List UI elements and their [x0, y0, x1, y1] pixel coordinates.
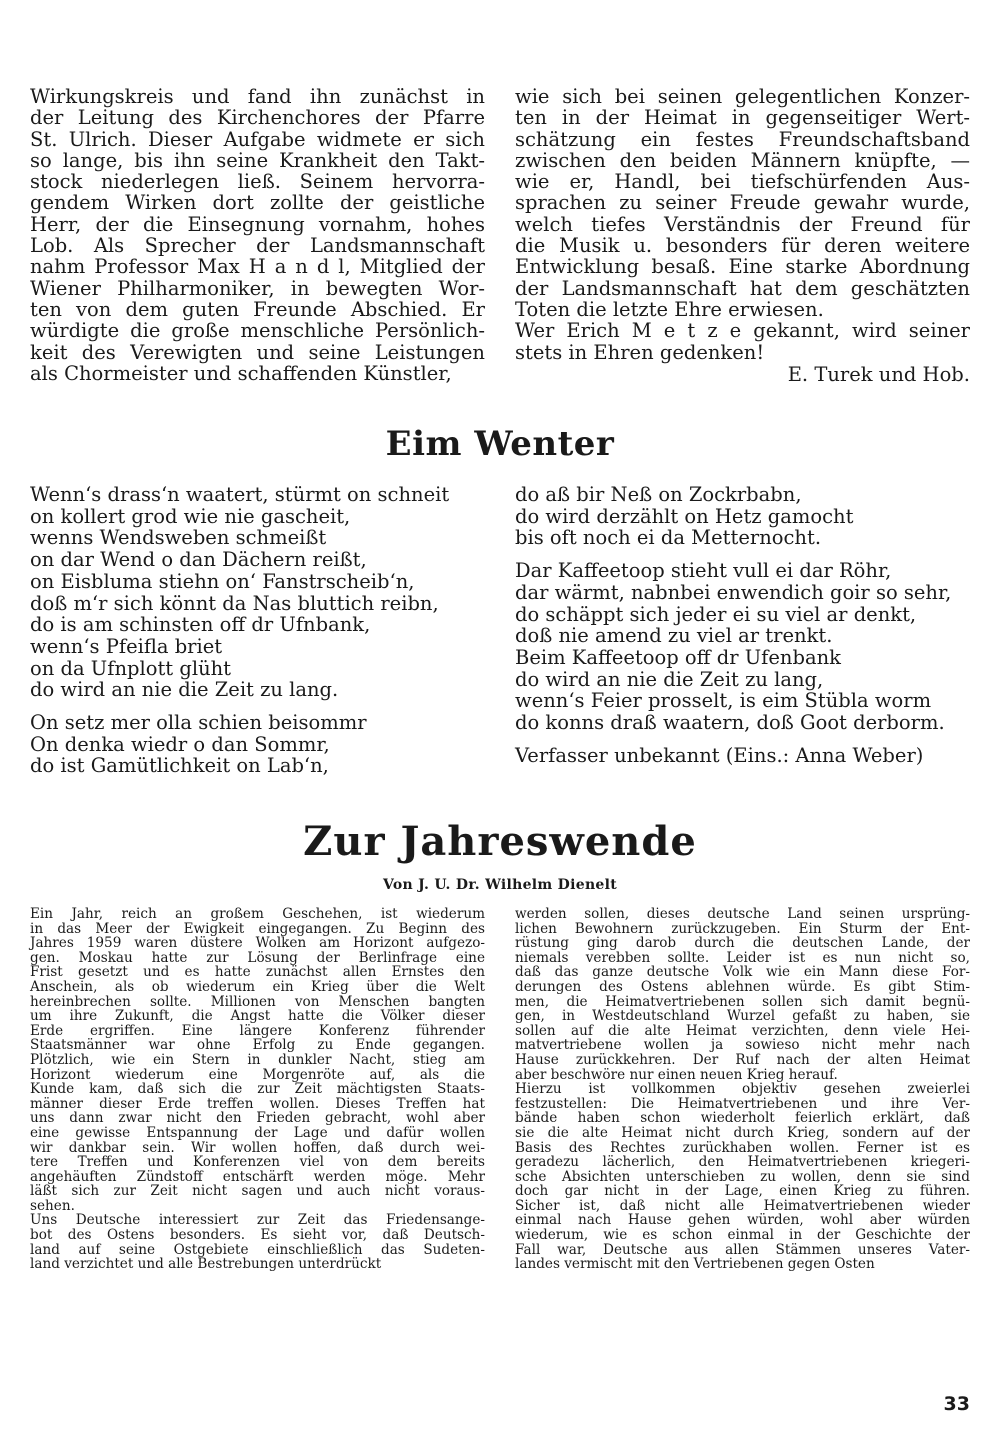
article-line: Horizont wiederum eine Morgenröte auf, als die	[30, 1066, 485, 1083]
poem-line: do wird derzählt on Hetz gamocht	[515, 504, 854, 528]
obituary-line: schätzung ein festes Freundschaftsband	[515, 127, 970, 151]
article-line: Fall war, Deutsche aus allen Stämmen unseres Vater-	[515, 1241, 970, 1258]
obituary-line: sprachen zu seiner Freude gewahr wurde,	[515, 191, 970, 215]
article-line: derungen des Ostens ablehnen würde. Es gibt Stim-	[515, 978, 970, 995]
article-byline: Von J. U. Dr. Wilhelm Dienelt	[382, 877, 618, 893]
obituary-line: zwischen den beiden Männern knüpfte, —	[515, 148, 970, 172]
obituary-signature: E. Turek und Hob.	[787, 362, 970, 386]
poem-line: do wird an nie die Zeit zu lang.	[30, 678, 339, 702]
article-line: hereinbrechen sollte. Millionen von Menschen bangten	[30, 993, 485, 1010]
poem-line: on Eisbluma stiehn on‘ Fanstrscheib‘n,	[30, 569, 415, 593]
article-line: werden sollen, dieses deutsche Land seinen ursprüng-	[515, 906, 970, 922]
obituary-line: die Musik u. besonders für deren weitere	[515, 234, 970, 258]
article-line: Hause zurückkehren. Der Ruf nach der alten Heimat	[515, 1051, 970, 1068]
poem-line: wenn‘s Feier prosselt, is eim Stübla worm	[515, 689, 932, 713]
obituary-line: so lange, bis ihn seine Krankheit den Takt-	[30, 148, 485, 172]
obituary-line: als Chormeister und schaffenden Künstler,	[30, 361, 452, 385]
article-line: land auf seine Ostgebiete einschließlich das Sudeten-	[30, 1241, 485, 1258]
poem-line: do is am schinsten off dr Ufnbank,	[30, 613, 371, 637]
page-number: 33	[943, 1393, 970, 1415]
article-line: Basis des Rechtes zurückhaben wollen. Ferner ist es	[515, 1139, 970, 1156]
poem-line: do schäppt sich jeder ei su viel ar denkt,	[515, 602, 917, 626]
article-line: niemals verebben sollte. Leider ist es nun nicht so,	[515, 949, 970, 966]
article-line: Erde ergriffen. Eine längere Konferenz führender	[30, 1022, 485, 1039]
article-line: men, die Heimatvertriebenen sollen sich damit begnü-	[515, 993, 970, 1010]
obituary-line: Wer Erich M e t z e gekannt, wird seiner	[515, 319, 970, 343]
poem-line: bis oft noch ei da Metternocht.	[515, 526, 822, 550]
article-line: festzustellen: Die Heimatvertriebenen und ihre Ver-	[515, 1095, 970, 1112]
obituary-line: keit des Verewigten und seine Leistungen	[30, 340, 485, 364]
poem-title: Eim Wenter	[385, 424, 615, 464]
article-line: gen. Moskau hatte zur Lösung der Berlinfrage eine	[30, 949, 485, 966]
obituary-line: würdigte die große menschliche Persönlich-	[30, 319, 485, 343]
poem-left-column	[30, 484, 500, 777]
obituary-right-column	[515, 86, 970, 385]
article-line: wiederum, wie es schon einmal in der Geschichte der	[515, 1227, 970, 1244]
poem-right-column	[515, 484, 975, 766]
poem-line: doß nie amend zu viel ar trenkt.	[515, 624, 833, 648]
article-line: rüstung ging darob durch die deutschen Lande, der	[515, 935, 970, 952]
poem-line: Dar Kaffeetoop stieht vull ei dar Röhr,	[515, 559, 892, 583]
poem-line: do konns draß waatern, doß Goot derborm.	[515, 711, 945, 735]
article-line: lichen Bewohnern zurückzugeben. Ein Sturm der Ent-	[515, 920, 970, 937]
poem-line: doß m‘r sich könnt da Nas bluttich reibn,	[30, 591, 439, 615]
poem-line: on da Ufnplott glüht	[30, 656, 232, 680]
article-line: aber beschwöre nur einen neuen Krieg herauf.	[515, 1066, 838, 1083]
obituary-line: nahm Professor Max H a n d l, Mitglied der	[30, 255, 485, 279]
article-line: Frist gesetzt und es hatte zunächst allen Ernstes den	[30, 964, 485, 981]
article-line: matvertriebene wollen ja sowieso nicht mehr nach	[515, 1037, 970, 1054]
article-line: bot des Ostens besonders. Es sieht vor, daß Deutsch-	[30, 1227, 485, 1244]
article-line: land verzichtet und alle Bestrebungen unterdrückt	[30, 1256, 382, 1273]
article-title: Zur Jahreswende	[303, 818, 697, 865]
obituary-line: ten in der Heimat in gegenseitiger Wert-	[515, 106, 970, 130]
obituary-line: Wiener Philharmoniker, in bewegten Wor-	[30, 276, 485, 300]
article-line: angehäuften Zündstoff entschärft werden möge. Mehr	[30, 1168, 485, 1185]
article-line: Sicher ist, daß nicht alle Heimatvertriebenen wieder	[515, 1197, 970, 1214]
poem-author: Verfasser unbekannt (Eins.: Anna Weber)	[515, 743, 924, 767]
article-line: gen, in Westdeutschland Wurzel gefaßt zu haben, sie	[515, 1008, 970, 1025]
obituary-line: St. Ulrich. Dieser Aufgabe widmete er sich	[30, 127, 485, 151]
article-line: um ihre Zukunft, die Angst hatte die Völker dieser	[30, 1008, 485, 1025]
poem-line: wenns Wendsweben schmeißt	[30, 526, 327, 550]
poem-line: On denka wiedr o dan Sommr,	[30, 732, 330, 756]
article-line: einmal nach Hause gehen würden, wohl aber würden	[515, 1212, 970, 1229]
article-line: wir dankbar sein. Wir wollen hoffen, daß durch wei-	[30, 1139, 485, 1156]
article-line: daß das ganze deutsche Volk wie ein Mann diese For-	[515, 964, 970, 981]
obituary-line: Lob. Als Sprecher der Landsmannschaft	[30, 234, 485, 258]
obituary-left-column	[30, 86, 485, 384]
poem-line: dar wärmt, nabnbei enwendich goir so sehr,	[515, 580, 952, 604]
article-line: landes vermischt mit den Vertriebenen gegen Osten	[515, 1256, 875, 1273]
obituary-line: stets in Ehren gedenken!	[515, 340, 765, 364]
article-line: bände haben schon wiederholt feierlich erklärt, daß	[515, 1110, 970, 1127]
article-line: Jahres 1959 waren düstere Wolken am Horizont aufgezo-	[30, 935, 485, 952]
article-line: Ein Jahr, reich an großem Geschehen, ist wiederum	[30, 906, 485, 922]
article-line: Uns Deutsche interessiert zur Zeit das Friedensange-	[30, 1212, 485, 1229]
obituary-line: wie er, Handl, bei tiefschürfenden Aus-	[515, 170, 970, 194]
obituary-line: Toten die letzte Ehre erwiesen.	[515, 297, 824, 321]
poem-line: wenn‘s Pfeifla briet	[30, 634, 223, 658]
article-line: sehen.	[30, 1197, 75, 1214]
obituary-line: Entwicklung besaß. Eine starke Abordnung	[515, 255, 970, 279]
obituary-line: der Landsmannschaft hat dem geschätzten	[515, 276, 970, 300]
article-line: Staatsmänner war ohne Erfolg zu Ende gegangen.	[30, 1037, 485, 1054]
obituary-line: der Leitung des Kirchenchores der Pfarre	[30, 106, 485, 130]
article-line: Plötzlich, wie ein Stern in dunkler Nacht, stieg am	[30, 1051, 485, 1068]
poem-line: on kollert grod wie nie gascheit,	[30, 504, 351, 528]
poem-line: Wenn‘s drass‘n waatert, stürmt on schneit	[30, 483, 450, 506]
obituary-line: ten von dem guten Freunde Abschied. Er	[30, 297, 485, 321]
article-line: sie die alte Heimat nicht durch Krieg, sondern auf der	[515, 1124, 970, 1141]
article-line: doch gar nicht in der Lage, einen Krieg zu führen.	[515, 1183, 970, 1200]
obituary-line: Herr, der die Einsegnung vornahm, hohes	[30, 212, 485, 236]
article-line: geradezu lächerlich, den Heimatvertriebenen kriegeri-	[515, 1154, 970, 1171]
article-line: sche Absichten unterschieben zu wollen, denn sie sind	[515, 1168, 970, 1185]
article-line: Anschein, als ob wiederum ein Krieg über die Welt	[30, 978, 485, 995]
poem-line: do wird an nie die Zeit zu lang,	[515, 667, 824, 691]
article-line: eine gewisse Entspannung der Lage und dafür wollen	[30, 1124, 485, 1141]
article-line: Kunde kam, daß sich die zur Zeit mächtigsten Staats-	[30, 1081, 485, 1098]
article-line: Hierzu ist vollkommen objektiv gesehen zweierlei	[515, 1081, 970, 1098]
article-left-column	[30, 907, 485, 1272]
article-line: läßt sich zur Zeit nicht sagen und auch nicht voraus-	[30, 1183, 485, 1200]
poem-line: on dar Wend o dan Dächern reißt,	[30, 548, 367, 572]
obituary-line: wie sich bei seinen gelegentlichen Konzer-	[515, 85, 970, 108]
poem-line: do aß bir Neß on Zockrbabn,	[515, 483, 802, 506]
article-right-column	[515, 907, 970, 1272]
obituary-line: stock niederlegen ließ. Seinem hervorra-	[30, 170, 485, 194]
poem-line: On setz mer olla schien beisommr	[30, 711, 367, 735]
article-line: uns dann zwar nicht den Frieden gebracht, wohl aber	[30, 1110, 485, 1127]
article-line: sollen auf die alte Heimat verzichten, denn viele Hei-	[515, 1022, 970, 1039]
article-line: in das Meer der Ewigkeit eingegangen. Zu Beginn des	[30, 920, 485, 937]
article-line: männer dieser Erde treffen wollen. Dieses Treffen hat	[30, 1095, 485, 1112]
obituary-line: gendem Wirken dort zollte der geistliche	[30, 191, 485, 215]
poem-line: Beim Kaffeetoop off dr Ufenbank	[515, 645, 841, 669]
article-line: tere Treffen und Konferenzen viel von dem bereits	[30, 1154, 485, 1171]
poem-line: do ist Gamütlichkeit on Lab‘n,	[30, 754, 329, 778]
obituary-line: Wirkungskreis und fand ihn zunächst in	[30, 85, 485, 108]
obituary-line: welch tiefes Verständnis der Freund für	[515, 212, 970, 236]
